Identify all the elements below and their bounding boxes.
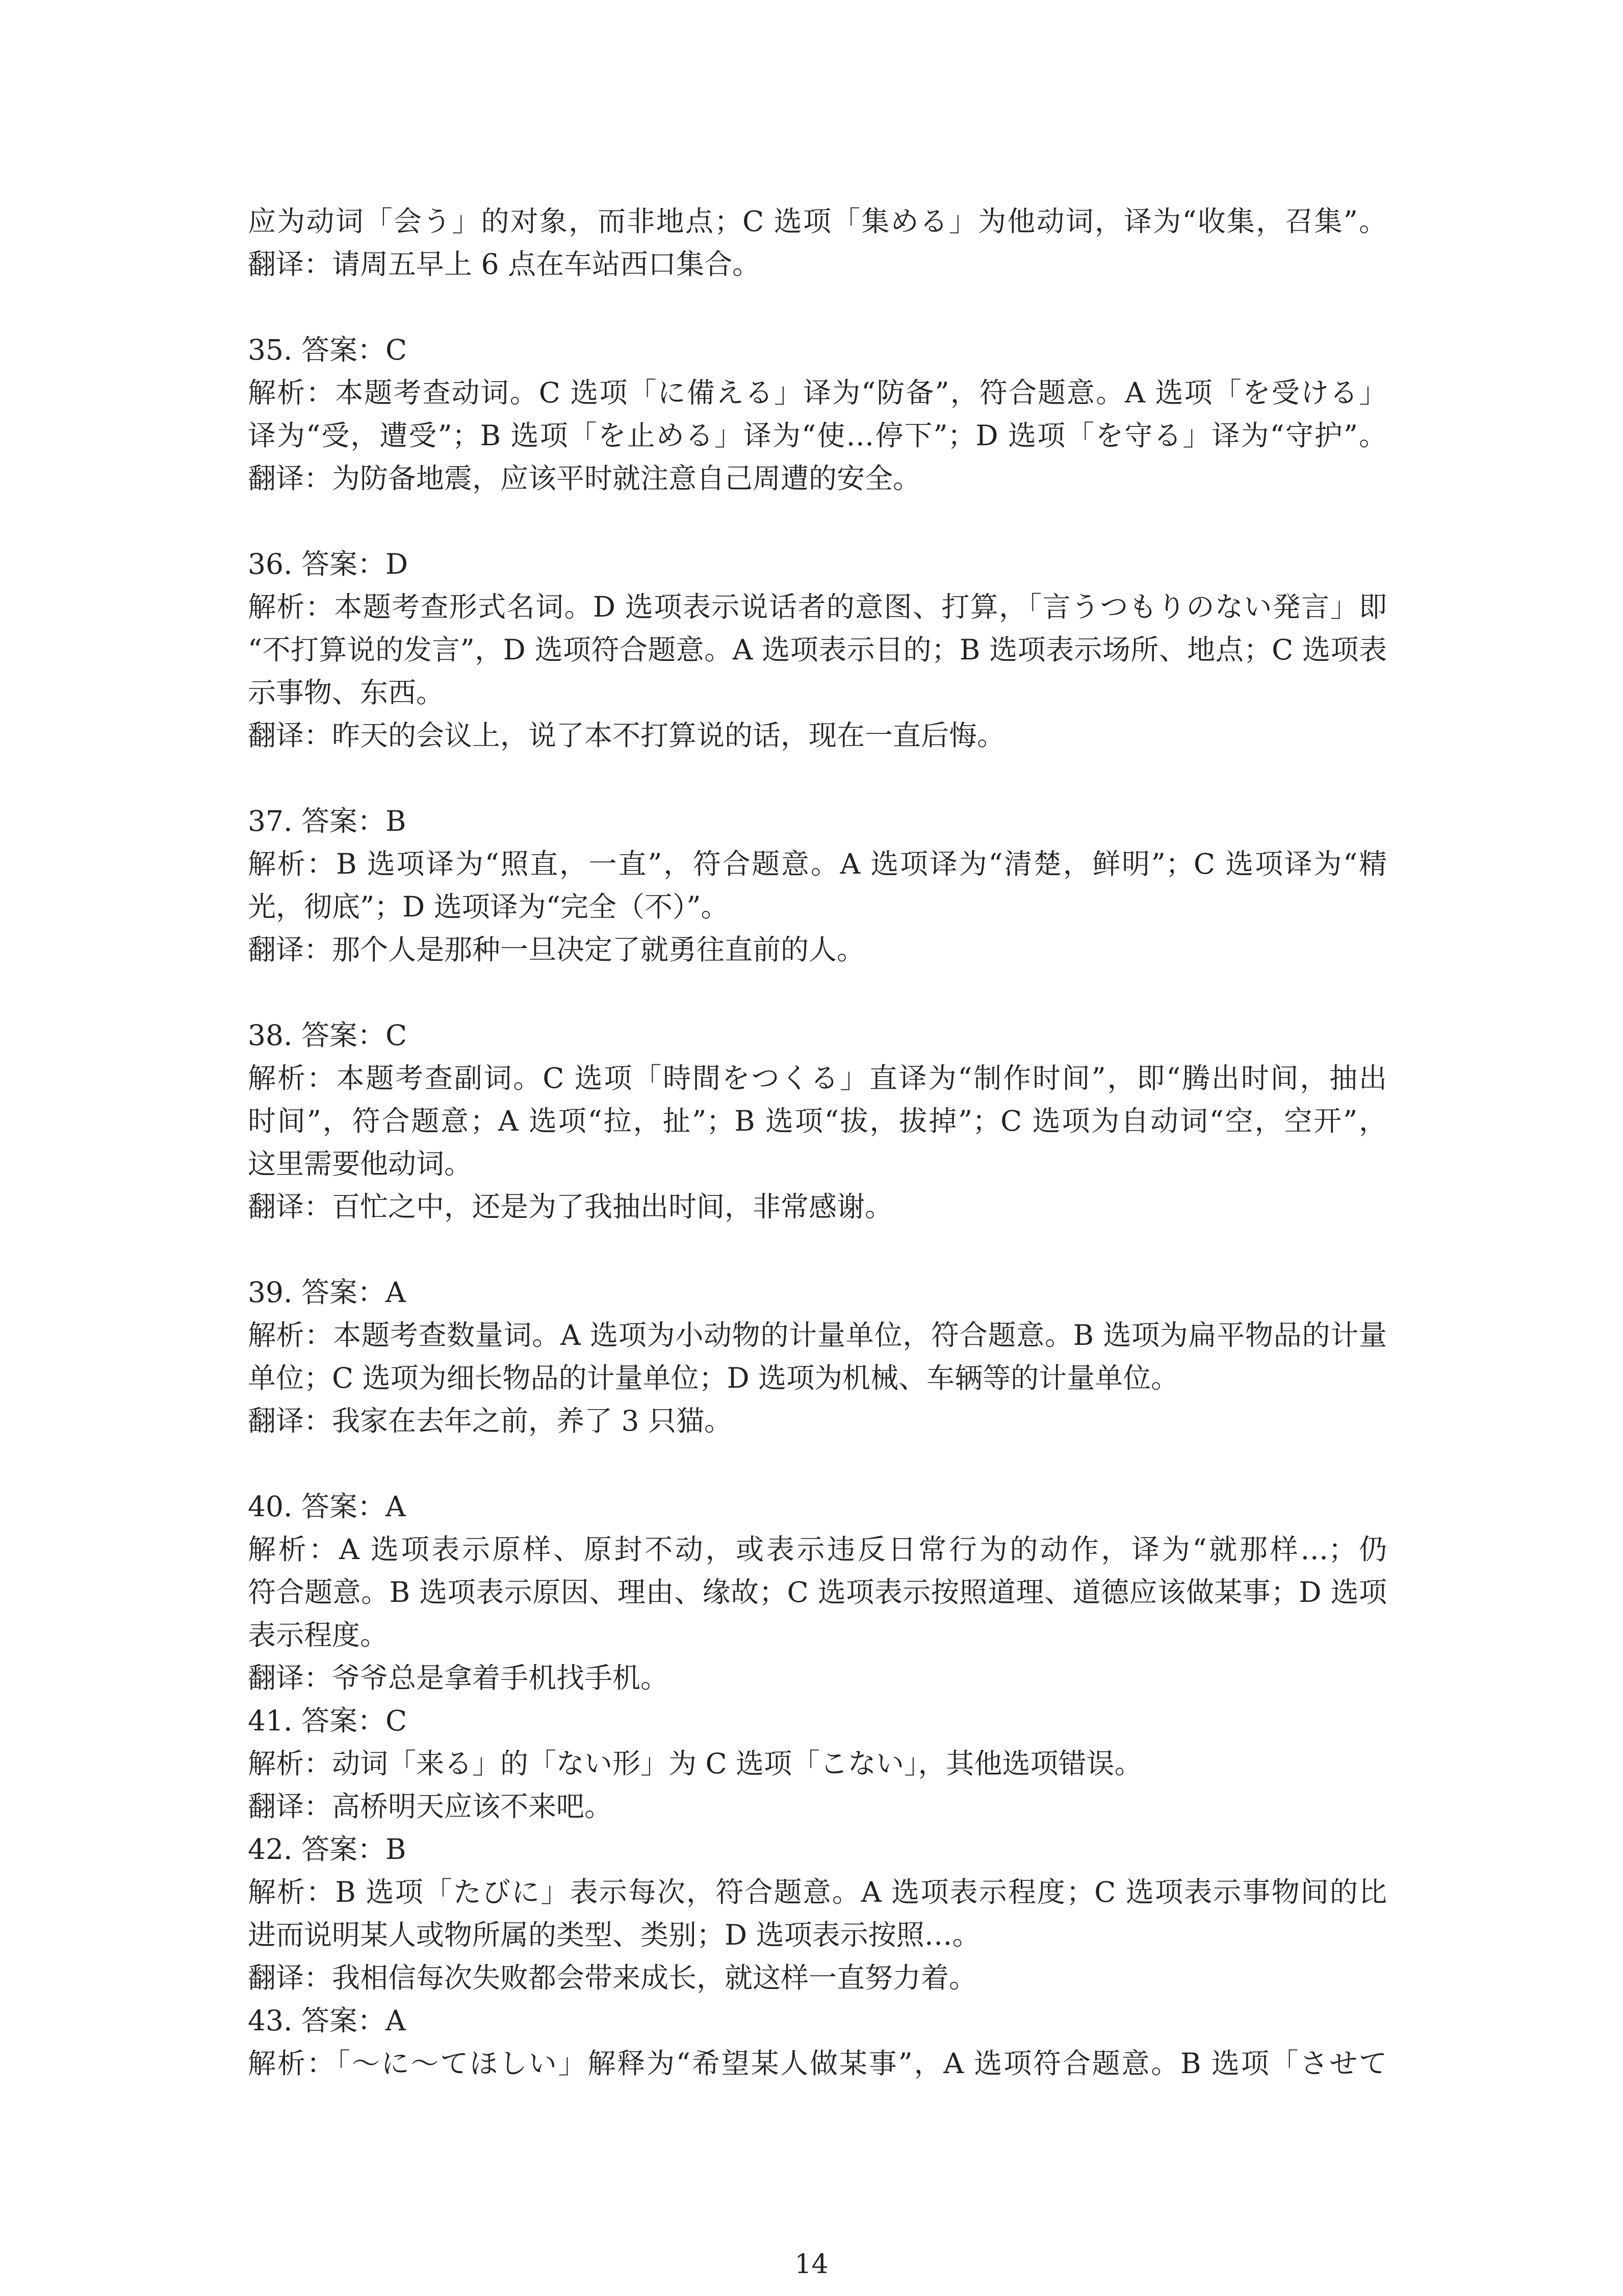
paragraph-spacer xyxy=(248,757,1387,800)
text-line: 翻译：爷爷总是拿着手机找手机。 xyxy=(248,1662,669,1694)
text-line: 42. 答案：B xyxy=(248,1833,406,1866)
text-line: 时间”，符合题意；A 选项“拉，扯”；B 选项“拔，拔掉”；C 选项为自动词“空，空开”， xyxy=(248,1105,1387,1137)
text-line: 43. 答案：A xyxy=(248,2004,406,2037)
text-line: 解析：B 选项「たびに」表示每次，符合题意。A 选项表示程度；C 选项表示事物间的比 xyxy=(248,1876,1387,1908)
text-line: 单位；C 选项为细长物品的计量单位；D 选项为机械、车辆等的计量单位。 xyxy=(248,1362,1179,1394)
paragraph-spacer xyxy=(248,286,1387,328)
answer-entry xyxy=(248,1999,1387,2085)
text-line: 35. 答案：C xyxy=(248,334,407,366)
text-line: 解析：本题考查数量词。A 选项为小动物的计量单位，符合题意。B 选项为扁平物品的计量 xyxy=(248,1319,1387,1351)
text-line: 解析：动词「来る」的「ない形」为 C 选项「こない」，其他选项错误。 xyxy=(248,1747,1143,1780)
text-line: 翻译：为防备地震，应该平时就注意自己周遭的安全。 xyxy=(248,462,921,495)
text-line: 37. 答案：B xyxy=(248,805,406,837)
text-line: 示事物、东西。 xyxy=(248,676,445,709)
paragraph-spacer xyxy=(248,1228,1387,1271)
text-line: 这里需要他动词。 xyxy=(248,1147,473,1180)
text-line: 翻译：昨天的会议上，说了本不打算说的话，现在一直后悔。 xyxy=(248,719,1006,752)
answer-entry xyxy=(248,328,1387,500)
answer-entry xyxy=(248,543,1387,757)
paragraph-spacer xyxy=(248,1442,1387,1485)
text-line: 翻译：百忙之中，还是为了我抽出时间，非常感谢。 xyxy=(248,1190,893,1223)
document-body xyxy=(248,200,1387,2085)
answer-entry xyxy=(248,200,1387,286)
text-line: 符合题意。B 选项表示原因、理由、缘故；C 选项表示按照道理、道德应该做某事；D 选项 xyxy=(248,1576,1387,1609)
answer-entry xyxy=(248,1271,1387,1442)
text-line: 解析：B 选项译为“照直，一直”，符合题意。A 选项译为“清楚，鲜明”；C 选项译为“精 xyxy=(248,848,1387,880)
text-line: 翻译：请周五早上 6 点在车站西口集合。 xyxy=(248,248,760,280)
text-line: 41. 答案：C xyxy=(248,1704,407,1737)
answer-entry xyxy=(248,1014,1387,1228)
text-line: 39. 答案：A xyxy=(248,1276,406,1309)
text-line: 解析：「～に～てほしい」解释为“希望某人做某事”，A 选项符合题意。B 选项「させて xyxy=(248,2047,1387,2080)
text-line: 解析：本题考查动词。C 选项「に備える」译为“防备”，符合题意。A 选项「を受ける」 xyxy=(248,376,1387,409)
text-line: “不打算说的发言”，D 选项符合题意。A 选项表示目的；B 选项表示场所、地点；C 选项表 xyxy=(248,633,1387,666)
text-line: 38. 答案：C xyxy=(248,1019,407,1052)
text-line: 表示程度。 xyxy=(248,1619,389,1651)
paragraph-spacer xyxy=(248,971,1387,1014)
text-line: 翻译：那个人是那种一旦决定了就勇往直前的人。 xyxy=(248,933,865,966)
text-line: 翻译：我相信每次失败都会带来成长，就这样一直努力着。 xyxy=(248,1961,977,1994)
text-line: 40. 答案：A xyxy=(248,1490,406,1523)
text-line: 解析：A 选项表示原样、原封不动，或表示违反日常行为的动作，译为“就那样…；仍 xyxy=(248,1533,1387,1566)
answer-entry xyxy=(248,800,1387,971)
answer-entry xyxy=(248,1699,1387,1828)
text-line: 翻译：我家在去年之前，养了 3 只猫。 xyxy=(248,1405,732,1437)
text-line: 翻译：高桥明天应该不来吧。 xyxy=(248,1790,613,1823)
page-number: 14 xyxy=(794,2249,829,2280)
paragraph-spacer xyxy=(248,500,1387,543)
text-line: 应为动词「会う」的对象，而非地点；C 选项「集める」为他动词，译为“收集，召集”。 xyxy=(248,205,1387,238)
text-line: 进而说明某人或物所属的类型、类别；D 选项表示按照…。 xyxy=(248,1919,981,1951)
text-line: 解析：本题考查副词。C 选项「時間をつくる」直译为“制作时间”，即“腾出时间，抽出 xyxy=(248,1062,1387,1094)
text-line: 36. 答案：D xyxy=(248,548,408,580)
answer-entry xyxy=(248,1485,1387,1699)
text-line: 解析：本题考查形式名词。D 选项表示说话者的意图、打算，「言うつもりのない発言」即 xyxy=(248,591,1387,623)
answer-entry xyxy=(248,1828,1387,1999)
text-line: 译为“受，遭受”；B 选项「を止める」译为“使…停下”；D 选项「を守る」译为“守护”。 xyxy=(248,419,1387,452)
text-line: 光，彻底”；D 选项译为“完全（不）”。 xyxy=(248,890,729,923)
